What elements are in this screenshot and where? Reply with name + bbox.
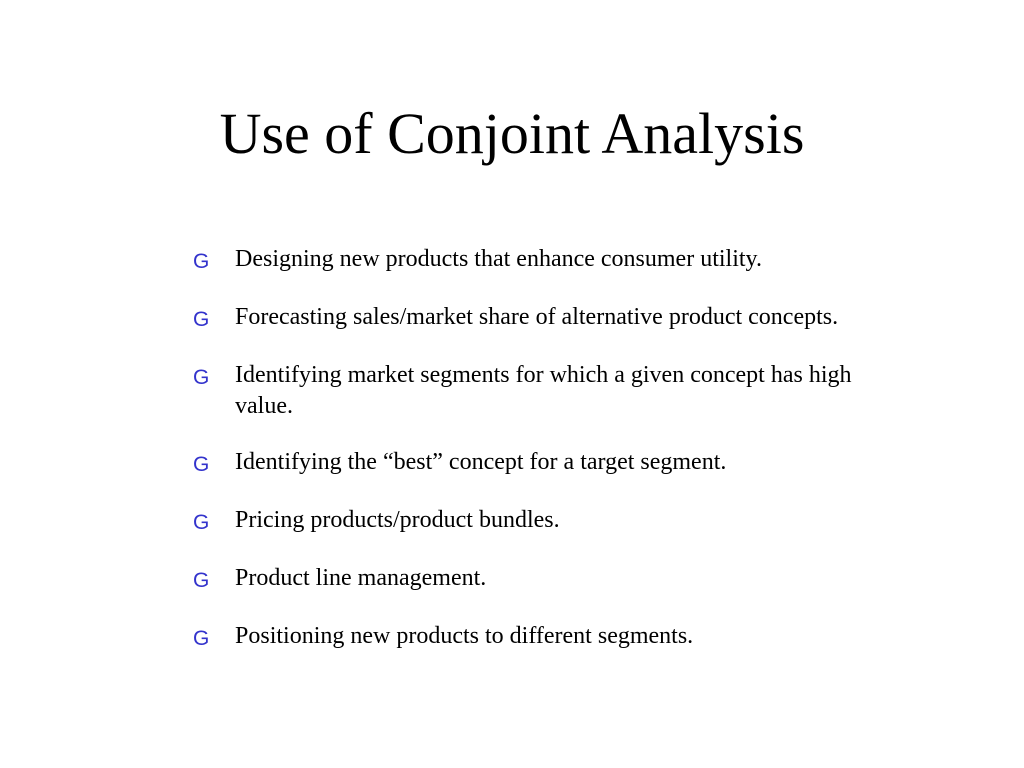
bullet-icon: G: [193, 250, 210, 273]
bullet-text: Identifying market segments for which a given concept has high value.: [235, 362, 852, 419]
bullet-item: [193, 447, 883, 480]
bullet-icon: G: [193, 511, 210, 534]
slide-title: Use of Conjoint Analysis: [219, 101, 805, 166]
bullet-item: [193, 621, 883, 654]
bullet-text: Pricing products/product bundles.: [235, 507, 560, 533]
bullet-text: Designing new products that enhance consumer utility.: [235, 246, 762, 272]
bullet-item: [193, 505, 883, 538]
bullet-text: Product line management.: [235, 565, 487, 591]
bullet-icon: G: [193, 308, 210, 331]
bullet-text: Forecasting sales/market share of alternative product concepts.: [235, 304, 839, 330]
bullet-icon: G: [193, 453, 210, 476]
bullet-icon: G: [193, 366, 210, 389]
bullet-item: [193, 244, 883, 277]
bullet-item: [193, 302, 883, 335]
bullet-icon: G: [193, 569, 210, 592]
bullet-list: [193, 244, 883, 679]
bullet-text: Positioning new products to different segments.: [235, 623, 694, 649]
bullet-text: Identifying the “best” concept for a target segment.: [235, 449, 727, 475]
bullet-item: [193, 563, 883, 596]
bullet-item: [193, 360, 883, 422]
bullet-icon: G: [193, 627, 210, 650]
